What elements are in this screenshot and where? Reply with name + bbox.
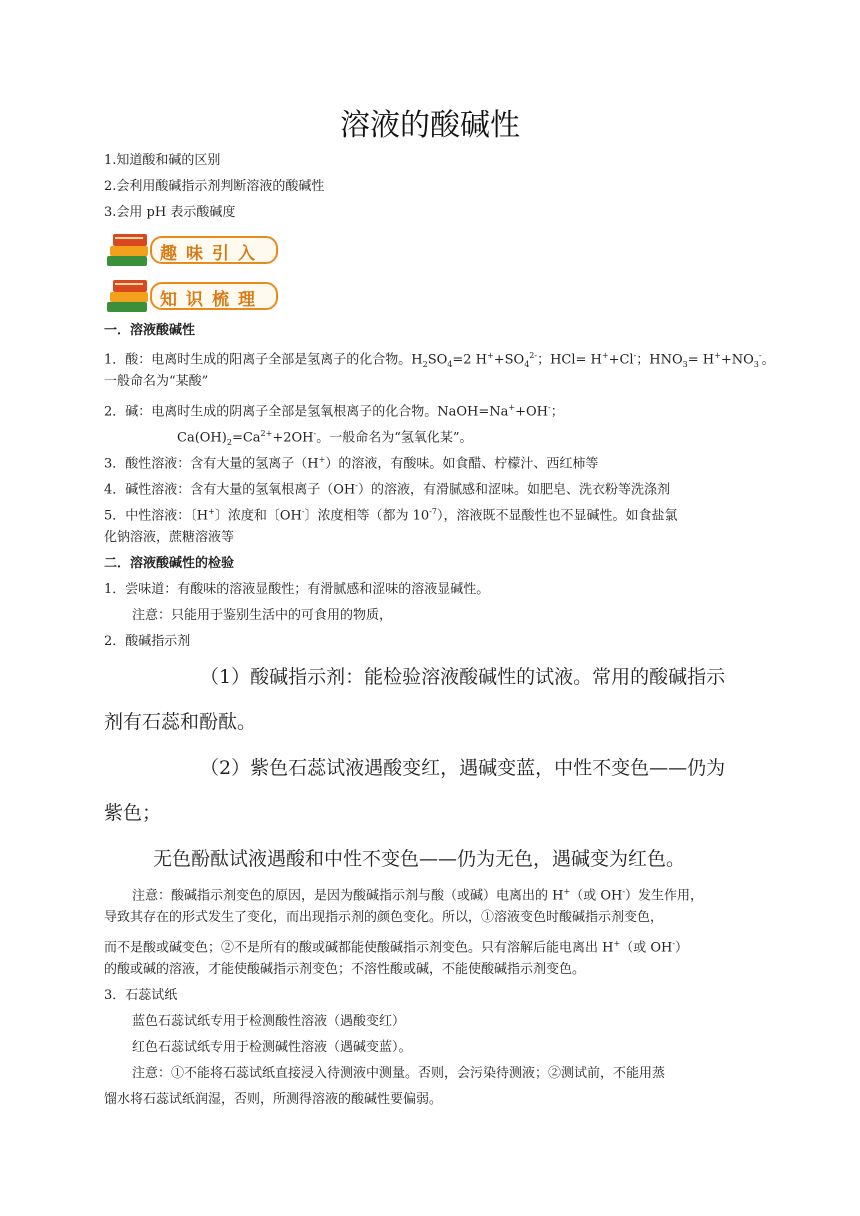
red-litmus: 红色石蕊试纸专用于检测碱性溶液（遇碱变蓝）。 [132,1040,412,1055]
blue-litmus: 蓝色石蕊试纸专用于检测酸性溶液（遇酸变红） [132,1014,406,1029]
base-definition: 2．碱：电离时生成的阴离子全部是氢氧根离子的化合物。NaOH=Na++OH-； [104,403,564,420]
page-title: 溶液的酸碱性 [340,108,520,143]
base-example: $Ca(OH)_2=Ca^{2+}+2OH^-$。一般命名为“氢氧化某”。 [177,429,473,447]
indicator-definition-cont: 剂有石蕊和酚酞。 [104,711,257,733]
litmus-paper-heading: 3．石蕊试纸 [104,988,178,1003]
litmus-note-2: 馏水将石蕊试纸润湿，否则，所测得溶液的酸碱性要偏弱。 [104,1092,443,1107]
acid-naming: 一般命名为“某酸” [104,374,209,389]
litmus-colors: （2）紫色石蕊试液遇酸变红，遇碱变蓝，中性不变色——仍为 [200,757,726,779]
indicator-definition: （1）酸碱指示剂：能检验溶液酸碱性的试液。常用的酸碱指示 [200,666,726,688]
section1-heading: 一．溶液酸碱性 [104,323,196,338]
books-icon [104,230,154,270]
banner-intro-label: 趣味引入 [160,244,264,264]
phenolphthalein-colors: 无色酚酞试液遇酸和中性不变色——仍为无色，遇碱变为红色。 [153,848,686,870]
neutral-examples: 化钠溶液，蔗糖溶液等 [104,530,235,545]
objective-1: 1.知道酸和碱的区别 [104,153,221,168]
books-icon [104,276,154,316]
banner-intro [104,230,280,270]
banner-knowledge-label: 知识梳理 [160,290,264,310]
basic-solution: 4．碱性溶液：含有大量的氢氧根离子（OH-）的溶液，有滑腻感和涩味。如肥皂、洗衣粉等洗涤剂 [104,481,670,498]
banner-knowledge [104,276,280,316]
indicator-note-4: 的酸或碱的溶液，才能使酸碱指示剂变色；不溶性酸或碱，不能使酸碱指示剂变色。 [104,962,586,977]
litmus-colors-cont: 紫色； [104,802,162,824]
indicator-note-1: 注意：酸碱指示剂变色的原因，是因为酸碱指示剂与酸（或碱）电离出的 H+（或 OH-）发生作用， [132,887,704,904]
indicator-heading: 2．酸碱指示剂 [104,634,191,649]
objective-2: 2.会利用酸碱指示剂判断溶液的酸碱性 [104,179,325,194]
objective-3: 3.会用 pH 表示酸碱度 [104,205,236,220]
section2-heading: 二．溶液酸碱性的检验 [104,556,235,571]
taste-note: 注意：只能用于鉴别生活中的可食用的物质， [132,608,393,623]
neutral-solution: 5．中性溶液：〔H+〕浓度和〔OH-〕浓度相等（都为 $10^{-7}$），溶液既不显酸性也不显碱性。如食盐氯 [104,507,678,524]
acidic-solution: 3．酸性溶液：含有大量的氢离子（H+）的溶液，有酸味。如食醋、柠檬汁、西红柿等 [104,455,599,472]
litmus-note-1: 注意：①不能将石蕊试纸直接浸入待测液中测量。否则，会污染待测液；②测试前，不能用蒸 [132,1066,666,1081]
indicator-note-3: 而不是酸或碱变色；②不是所有的酸或碱都能使酸碱指示剂变色。只有溶解后能电离出 H+（或 OH-） [104,939,689,956]
taste-method: 1．尝味道：有酸味的溶液显酸性；有滑腻感和涩味的溶液显碱性。 [104,582,490,597]
acid-definition: 1．酸：电离时生成的阳离子全部是氢离子的化合物。$H_2SO_4=2$ $H^++SO_4^{2-}$；HCl= H++Cl-；$HNO_3= H^++NO_3^-$。 [104,351,775,369]
indicator-note-2: 导致其存在的形式发生了变化，而出现指示剂的颜色变化。所以，①溶液变色时酸碱指示剂变色， [104,910,664,925]
